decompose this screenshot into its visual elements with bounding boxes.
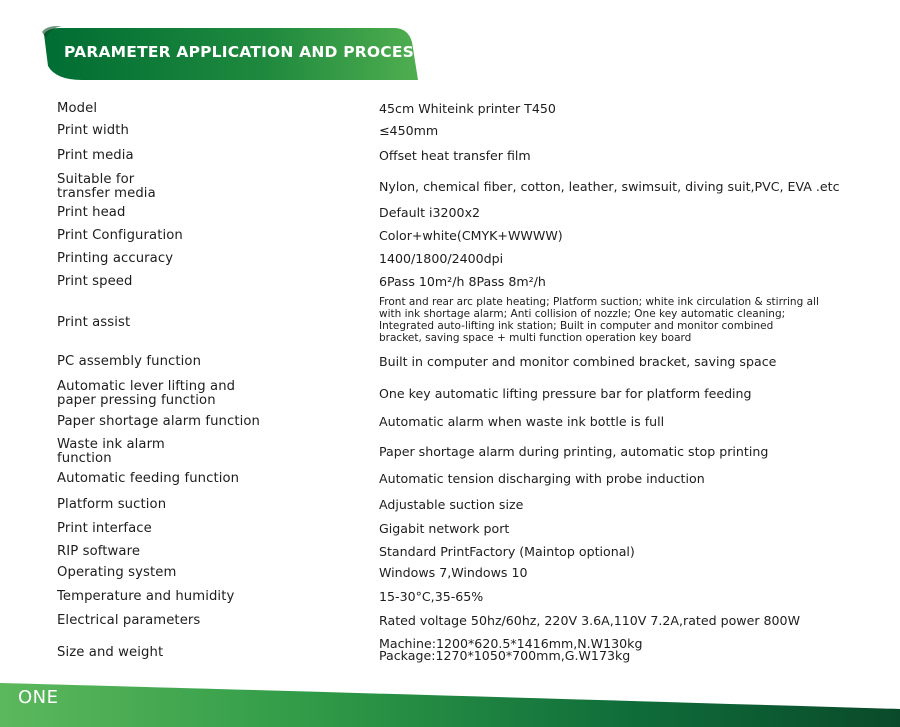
page-title: PARAMETER APPLICATION AND PROCESS	[64, 43, 425, 61]
spec-value: Offset heat transfer film	[379, 148, 531, 163]
spec-label: Printing accuracy	[57, 251, 174, 266]
header-banner	[42, 26, 425, 80]
spec-label: Print head	[57, 205, 126, 220]
spec-value: ≤450mm	[379, 123, 439, 138]
spec-label: Waste ink alarm function	[57, 437, 165, 466]
spec-label: Platform suction	[57, 497, 167, 512]
spec-label: Print Configuration	[57, 228, 183, 243]
spec-value: Front and rear arc plate heating; Platform suction; white ink circulation & stirring all with ink shortage alarm; Anti collision of nozzle; One key automatic cleaning; Integrated auto-lifting ink station; Built in computer and monitor combined bracket, saving space + multi function operation key board	[379, 296, 819, 344]
spec-value: Nylon, chemical fiber, cotton, leather, swimsuit, diving suit,PVC, EVA .etc	[379, 179, 840, 194]
spec-value: Gigabit network port	[379, 521, 510, 536]
spec-label: Paper shortage alarm function	[57, 414, 261, 429]
spec-value: Adjustable suction size	[379, 497, 524, 512]
spec-label: Print assist	[57, 315, 131, 330]
spec-label: Suitable for transfer media	[57, 172, 156, 201]
spec-label: RIP software	[57, 544, 141, 559]
spec-label: Automatic feeding function	[57, 471, 240, 486]
footer-shape	[0, 673, 900, 727]
spec-value: Rated voltage 50hz/60hz, 220V 3.6A,110V 7.2A,rated power 800W	[379, 613, 801, 628]
spec-value: Automatic tension discharging with probe induction	[379, 471, 705, 486]
spec-label: Size and weight	[57, 645, 164, 660]
spec-label: Print media	[57, 148, 134, 163]
spec-value: 6Pass 10m²/h 8Pass 8m²/h	[379, 274, 546, 289]
spec-label: Automatic lever lifting and paper pressing function	[57, 379, 236, 408]
spec-value: Machine:1200*620.5*1416mm,N.W130kg Package:1270*1050*700mm,G.W173kg	[379, 636, 643, 663]
spec-label: Print interface	[57, 521, 152, 536]
spec-value: Automatic alarm when waste ink bottle is full	[379, 414, 665, 429]
spec-label: PC assembly function	[57, 354, 202, 369]
spec-value: Paper shortage alarm during printing, automatic stop printing	[379, 444, 769, 459]
spec-label: Print speed	[57, 274, 133, 289]
footer-label: ONE	[18, 687, 59, 708]
spec-value: One key automatic lifting pressure bar for platform feeding	[379, 386, 752, 401]
spec-label: Electrical parameters	[57, 613, 201, 628]
footer-bar	[0, 673, 900, 727]
spec-value: Standard PrintFactory (Maintop optional)	[379, 544, 635, 559]
spec-value: Color+white(CMYK+WWWW)	[379, 228, 563, 243]
spec-value: Windows 7,Windows 10	[379, 565, 528, 580]
spec-value: 15-30°C,35-65%	[379, 589, 484, 604]
spec-value: Default i3200x2	[379, 205, 481, 220]
spec-label: Model	[57, 101, 98, 116]
spec-value: Built in computer and monitor combined bracket, saving space	[379, 354, 777, 369]
spec-value: 1400/1800/2400dpi	[379, 251, 504, 266]
spec-value: 45cm Whiteink printer T450	[379, 101, 556, 116]
spec-label: Operating system	[57, 565, 177, 580]
spec-label: Print width	[57, 123, 129, 138]
spec-label: Temperature and humidity	[57, 589, 235, 604]
